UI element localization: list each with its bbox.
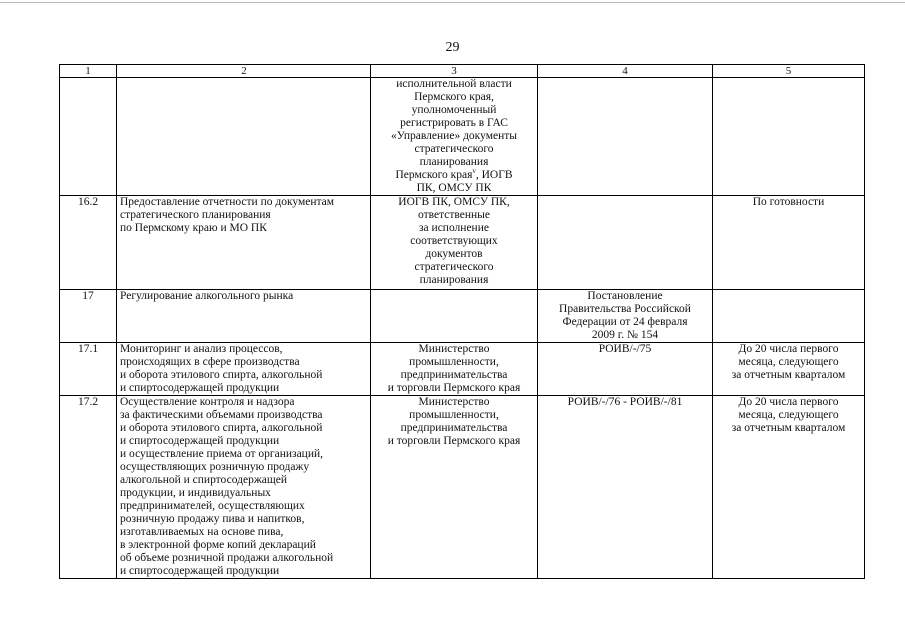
cell-line: промышленности,	[409, 356, 499, 368]
cell-line: соответствующих	[410, 235, 498, 247]
table-row	[60, 343, 865, 396]
footnote-mark: v	[472, 167, 476, 176]
cell-line: и торговли Пермского края	[387, 435, 521, 447]
deadline-cell	[713, 343, 865, 396]
cell-line: По готовности	[752, 196, 825, 208]
cell-line: и спиртосодержащей продукции	[120, 435, 280, 447]
executor-tail: , ИОГВ	[475, 169, 513, 181]
cell-line: предпринимателей, осуществляющих	[120, 500, 305, 512]
description-cell	[117, 396, 371, 579]
table-row	[60, 78, 865, 196]
cell-line: РОИВ/-/76 - РОИВ/-/81	[567, 396, 683, 408]
executor-cell	[371, 290, 538, 343]
cell-line: за фактическими объемами производства	[120, 409, 323, 421]
row-number-cell: 16.2	[60, 196, 117, 290]
cell-line: и оборота этилового спирта, алкогольной	[120, 422, 323, 434]
cell-line: Федерации от 24 февраля	[562, 316, 688, 328]
cell-line: предпринимательства	[400, 422, 508, 434]
cell-line: промышленности,	[409, 409, 499, 421]
deadline-cell	[713, 196, 865, 290]
deadline-cell	[713, 78, 865, 196]
cell-line: Постановление	[587, 290, 663, 302]
cell-line: стратегического планирования	[120, 209, 271, 221]
cell-line: ИОГВ ПК, ОМСУ ПК,	[398, 196, 510, 208]
description-cell	[117, 290, 371, 343]
executor-cell	[371, 343, 538, 396]
row-number-cell: 17.1	[60, 343, 117, 396]
cell-line: Регулирование алкогольного рынка	[120, 290, 294, 302]
cell-line: продукции, и индивидуальных	[120, 487, 271, 499]
cell-line: и спиртосодержащей продукции	[120, 382, 280, 394]
description-cell	[117, 196, 371, 290]
cell-line: Правительства Российской	[559, 303, 691, 315]
document-cell	[538, 196, 713, 290]
cell-line: стратегического	[414, 143, 494, 155]
cell-line: и торговли Пермского края	[387, 382, 521, 394]
cell-line: документов	[425, 248, 483, 260]
cell-line: РОИВ/-/75	[598, 343, 652, 355]
cell-line: об объеме розничной продажи алкогольной	[120, 552, 334, 564]
scan-top-edge	[0, 2, 905, 3]
cell-line: алкогольной и спиртосодержащей	[120, 474, 287, 486]
document-cell	[538, 78, 713, 196]
cell-line: и спиртосодержащей продукции	[120, 565, 280, 577]
cell-line: и оборота этилового спирта, алкогольной	[120, 369, 323, 381]
row-number-cell: 17	[60, 290, 117, 343]
table-row	[60, 396, 865, 579]
cell-line: месяца, следующего	[738, 409, 839, 421]
deadline-cell	[713, 290, 865, 343]
cell-line: за исполнение	[419, 222, 489, 234]
cell-line: ПК, ОМСУ ПК	[416, 182, 492, 194]
executor-cell	[371, 78, 538, 196]
cell-line: в электронной форме копий деклараций	[120, 539, 316, 551]
cell-line: исполнительной власти	[396, 78, 512, 90]
description-cell	[117, 343, 371, 396]
row-number-cell	[60, 78, 117, 196]
header-cell-4: 4	[538, 65, 713, 78]
cell-line: Пермского края	[395, 169, 473, 181]
cell-line: за отчетным кварталом	[731, 422, 846, 434]
document-cell	[538, 290, 713, 343]
header-cell-1: 1	[60, 65, 117, 78]
cell-line: «Управление» документы	[391, 130, 517, 142]
cell-line: изготавливаемых на основе пива,	[120, 526, 284, 538]
row-number-cell: 17.2	[60, 396, 117, 579]
cell-line: Министерство	[418, 396, 490, 408]
cell-line: и осуществление приема от организаций,	[120, 448, 324, 460]
document-cell	[538, 396, 713, 579]
cell-line: розничную продажу пива и напитков,	[120, 513, 305, 525]
cell-line: Мониторинг и анализ процессов,	[120, 343, 283, 355]
page-number: 29	[445, 40, 460, 55]
description-cell	[117, 78, 371, 196]
cell-line: 2009 г. № 154	[591, 329, 659, 341]
cell-line: регистрировать в ГАС	[400, 117, 508, 129]
cell-line: Предоставление отчетности по документам	[120, 196, 335, 208]
cell-line: ответственные	[418, 209, 490, 221]
table-row	[60, 196, 865, 290]
document-cell	[538, 343, 713, 396]
cell-line: Пермского края,	[414, 91, 494, 103]
cell-line: Осуществление контроля и надзора	[120, 396, 295, 408]
cell-line: До 20 числа первого	[738, 343, 839, 355]
cell-line: по Пермскому краю и МО ПК	[120, 222, 267, 234]
plan-table	[59, 64, 865, 579]
cell-line: стратегического	[414, 261, 494, 273]
cell-line: предпринимательства	[400, 369, 508, 381]
cell-line: планирования	[419, 274, 489, 286]
cell-line: происходящих в сфере производства	[120, 356, 300, 368]
cell-line: месяца, следующего	[738, 356, 839, 368]
cell-line: До 20 числа первого	[738, 396, 839, 408]
executor-cell	[371, 196, 538, 290]
header-cell-5: 5	[713, 65, 865, 78]
cell-line: планирования	[419, 156, 489, 168]
cell-line: осуществляющих розничную продажу	[120, 461, 310, 473]
cell-line: за отчетным кварталом	[731, 369, 846, 381]
header-cell-3: 3	[371, 65, 538, 78]
table-row	[60, 290, 865, 343]
cell-line: Министерство	[418, 343, 490, 355]
header-cell-2: 2	[117, 65, 371, 78]
cell-line: уполномоченный	[411, 104, 497, 116]
header-row	[60, 65, 865, 78]
cell-line	[373, 169, 535, 182]
executor-cell	[371, 396, 538, 579]
deadline-cell	[713, 396, 865, 579]
